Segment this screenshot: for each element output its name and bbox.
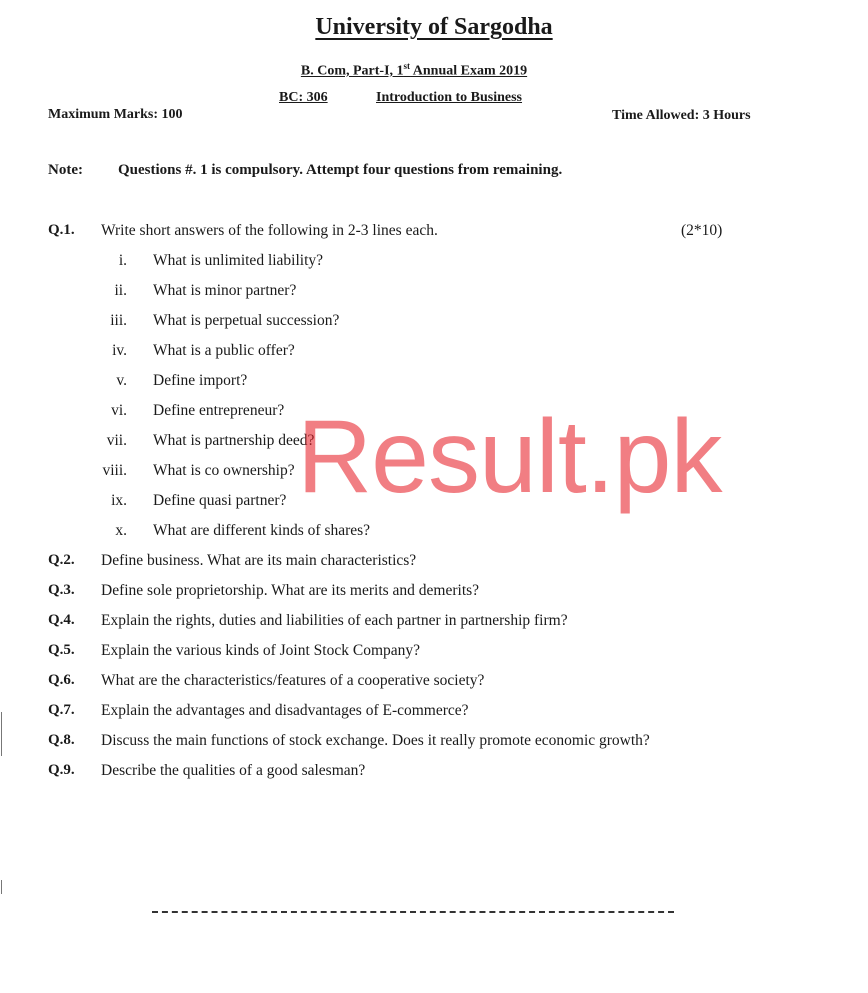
- time-allowed: Time Allowed: 3 Hours: [612, 108, 751, 123]
- sub-question-number: vi.: [111, 402, 127, 419]
- question-number: Q.6.: [48, 672, 75, 688]
- sub-question: [0, 522, 868, 552]
- exam-title: [0, 61, 828, 80]
- scan-edge-mark: [1, 880, 2, 894]
- sub-question-number: i.: [118, 252, 127, 269]
- sub-question-number: vii.: [106, 432, 127, 449]
- question-text: Discuss the main functions of stock exchange. Does it really promote economic growth?: [101, 732, 650, 749]
- sub-question: [0, 342, 868, 372]
- question-text: Explain the rights, duties and liabilities of each partner in partnership firm?: [101, 612, 568, 629]
- question-text: Explain the various kinds of Joint Stock Company?: [101, 642, 421, 659]
- note-text: Questions #. 1 is compulsory. Attempt four questions from remaining.: [118, 162, 563, 178]
- sub-question-text: What are different kinds of shares?: [153, 522, 371, 539]
- question-text: What are the characteristics/features of a cooperative society?: [101, 672, 485, 689]
- sub-question-number: iv.: [112, 342, 127, 359]
- sub-question-number: v.: [116, 372, 127, 389]
- sub-question-text: Define entrepreneur?: [153, 402, 285, 419]
- course-title: Introduction to Business: [376, 90, 523, 105]
- exam-suffix: Annual Exam 2019: [410, 63, 528, 79]
- question-number: Q.2.: [48, 552, 75, 568]
- sub-question-text: What is partnership deed?: [153, 432, 315, 449]
- watermark: Result.pk: [297, 399, 722, 515]
- question-number: Q.4.: [48, 612, 75, 628]
- university-title: University of Sargodha: [315, 14, 553, 40]
- scan-edge-mark: [1, 712, 2, 756]
- note-label: Note:: [48, 162, 83, 178]
- sub-question-text: What is perpetual succession?: [153, 312, 340, 329]
- sub-question-text: Define quasi partner?: [153, 492, 287, 509]
- question-1-marks: (2*10): [681, 222, 723, 239]
- question-number: Q.7.: [48, 702, 75, 718]
- question-text: Define business. What are its main characteristics?: [101, 552, 417, 569]
- exam-ordinal-suffix: st: [403, 61, 411, 71]
- sub-question-text: What is minor partner?: [153, 282, 297, 299]
- question-number: Q.8.: [48, 732, 75, 748]
- sub-question: [0, 372, 868, 402]
- question-number: Q.3.: [48, 582, 75, 598]
- sub-question-text: What is unlimited liability?: [153, 252, 324, 269]
- question-text: Explain the advantages and disadvantages of E-commerce?: [101, 702, 469, 719]
- sub-question-number: ix.: [111, 492, 127, 509]
- sub-question: [0, 282, 868, 312]
- question-number: Q.5.: [48, 642, 75, 658]
- sub-question-number: ii.: [114, 282, 127, 299]
- question-1-number: Q.1.: [48, 222, 75, 238]
- sub-question-text: What is co ownership?: [153, 462, 295, 479]
- question-number: Q.9.: [48, 762, 75, 778]
- exam-prefix: B. Com, Part-I, 1: [300, 63, 404, 79]
- sub-question: [0, 312, 868, 342]
- course-code: BC: 306: [279, 90, 328, 105]
- sub-question-text: What is a public offer?: [153, 342, 295, 359]
- sub-question: [0, 252, 868, 282]
- maximum-marks: Maximum Marks: 100: [48, 107, 183, 122]
- sub-question-text: Define import?: [153, 372, 248, 389]
- sub-question-number: x.: [115, 522, 127, 539]
- question-text: Define sole proprietorship. What are its merits and demerits?: [101, 582, 480, 599]
- question-text: Describe the qualities of a good salesman?: [101, 762, 366, 779]
- question-1-text: Write short answers of the following in 2-3 lines each.: [101, 222, 438, 239]
- end-divider: [152, 911, 674, 913]
- sub-question-number: viii.: [102, 462, 127, 479]
- sub-question-number: iii.: [110, 312, 127, 329]
